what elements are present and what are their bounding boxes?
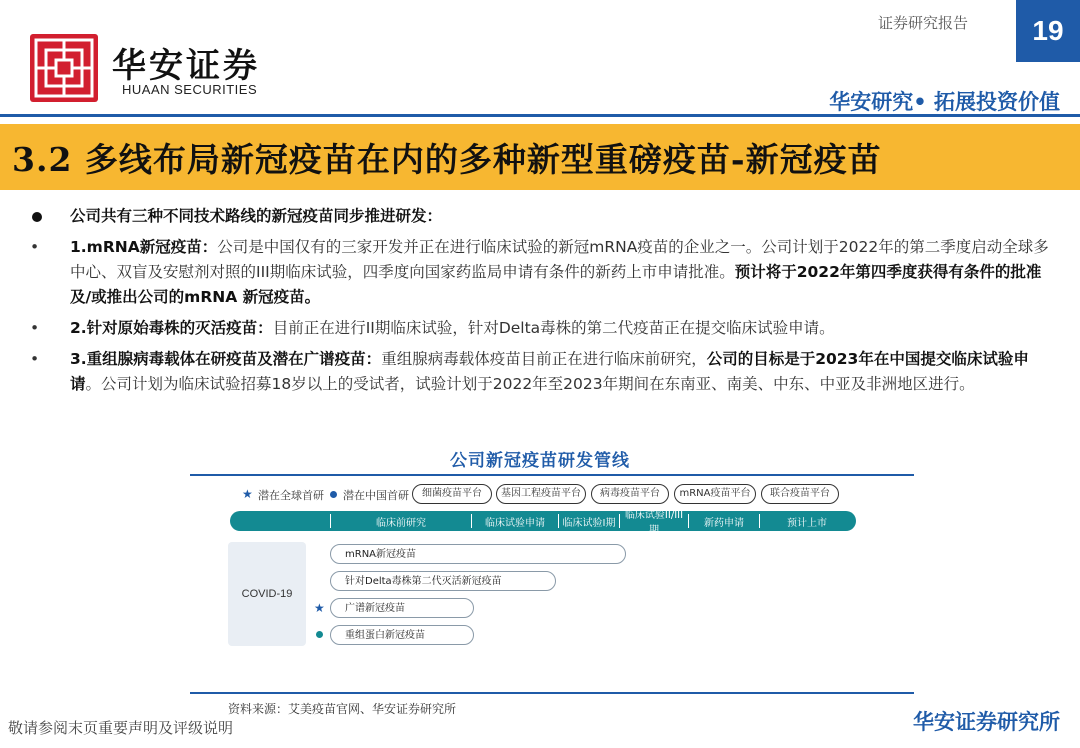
phase-launch: 预计上市 (787, 517, 827, 529)
phase-bar (230, 510, 856, 536)
item-label: 1.mRNA新冠疫苗： (70, 238, 218, 256)
header-slogan: 华安研究• 拓展投资价值 (829, 90, 1060, 114)
section-title-band (0, 124, 1080, 190)
item-text: 重组腺病毒载体疫苗目前正在进行临床前研究， (381, 350, 707, 368)
huaan-logo-icon (30, 34, 98, 102)
platform-combined: 联合疫苗平台 (761, 484, 839, 504)
item-text-tail: 。公司计划为临床试验招募18岁以上的受试者，试验计划于2022年至2023年期间在东南亚、南美、中东、中亚及非洲地区进行。 (85, 375, 975, 393)
item-label: 3.重组腺病毒载体在研疫苗及潜在广谱疫苗： (70, 350, 382, 368)
page-number: 19 (1016, 0, 1080, 62)
bullet-icon: • (30, 350, 40, 368)
disclaimer: 敬请参阅末页重要声明及评级说明 (8, 719, 234, 737)
pipeline-mrna-vaccine: mRNA新冠疫苗 (330, 544, 626, 564)
list-item (30, 235, 1050, 310)
figure-top-rule (190, 474, 914, 476)
phase-1: 临床试验I期 (562, 517, 616, 529)
legend-china-first: 潜在中国首研 (343, 489, 409, 502)
intro-paragraph (30, 204, 1050, 229)
dot-icon (316, 631, 323, 638)
section-title: 3.2 多线布局新冠疫苗在内的多种新型重磅疫苗-新冠疫苗 (12, 139, 882, 179)
dot-icon (330, 491, 337, 498)
item-text: 公司是中国仅有的三家开发并正在进行临床试验的新冠mRNA疫苗的企业之一。公司计划于2022年的第二季度启动全球多中心、双盲及安慰剂对照的III期临床试验，四季度向国家药监局申请有条件的新药上市申请批准。 (70, 238, 1049, 281)
item-emphasis: 预计将于2022年第四季度获得有条件的批准及/或推出公司的mRNA 新冠疫苗。 (70, 263, 1042, 306)
platform-bacterial: 细菌疫苗平台 (412, 484, 492, 504)
pipeline-broad-spectrum: 广谱新冠疫苗 (330, 598, 474, 618)
phase-preclinical: 临床前研究 (376, 517, 426, 529)
intro-text: 公司共有三种不同技术路线的新冠疫苗同步推进研发： (70, 207, 443, 225)
body-content (30, 204, 1050, 403)
figure-title: 公司新冠疫苗研发管线 (450, 451, 630, 471)
category-covid19: COVID-19 (228, 542, 306, 646)
brand-name-en: HUAAN SECURITIES (122, 82, 258, 97)
item-text: 目前正在进行II期临床试验，针对Delta毒株的第二代疫苗正在提交临床试验申请。 (272, 319, 835, 337)
bullet-icon: • (30, 238, 40, 256)
pipeline-delta-inactivated: 针对Delta毒株第二代灭活新冠疫苗 (330, 571, 556, 591)
bullet-icon: • (30, 319, 40, 337)
platform-genetic: 基因工程疫苗平台 (496, 484, 586, 504)
figure-bottom-rule (190, 692, 914, 694)
list-item (30, 347, 1050, 397)
star-icon: ★ (314, 601, 325, 615)
legend-global-first: 潜在全球首研 (258, 489, 324, 502)
header-divider (0, 114, 1080, 117)
report-type: 证券研究报告 (878, 14, 969, 32)
footer-brand: 华安证券研究所 (913, 710, 1060, 734)
figure-source: 资料来源：艾美疫苗官网、华安证券研究所 (228, 702, 457, 716)
star-icon: ★ (242, 487, 253, 501)
list-item (30, 316, 1050, 341)
item-emphasis: 公司的目标是于2023年在中国提交临床试验申请 (70, 350, 1029, 393)
phase-2-3: 临床试验II/III期 (624, 510, 684, 536)
platform-viral: 病毒疫苗平台 (591, 484, 669, 504)
phase-ind: 临床试验申请 (485, 517, 545, 529)
bullet-dot-icon (32, 212, 42, 222)
phase-nda: 新药申请 (704, 517, 744, 529)
pipeline-recombinant-protein: 重组蛋白新冠疫苗 (330, 625, 474, 645)
brand-name-cn: 华安证券 (112, 46, 260, 86)
item-label: 2.针对原始毒株的灭活疫苗： (70, 319, 273, 337)
platform-mrna: mRNA疫苗平台 (674, 484, 756, 504)
